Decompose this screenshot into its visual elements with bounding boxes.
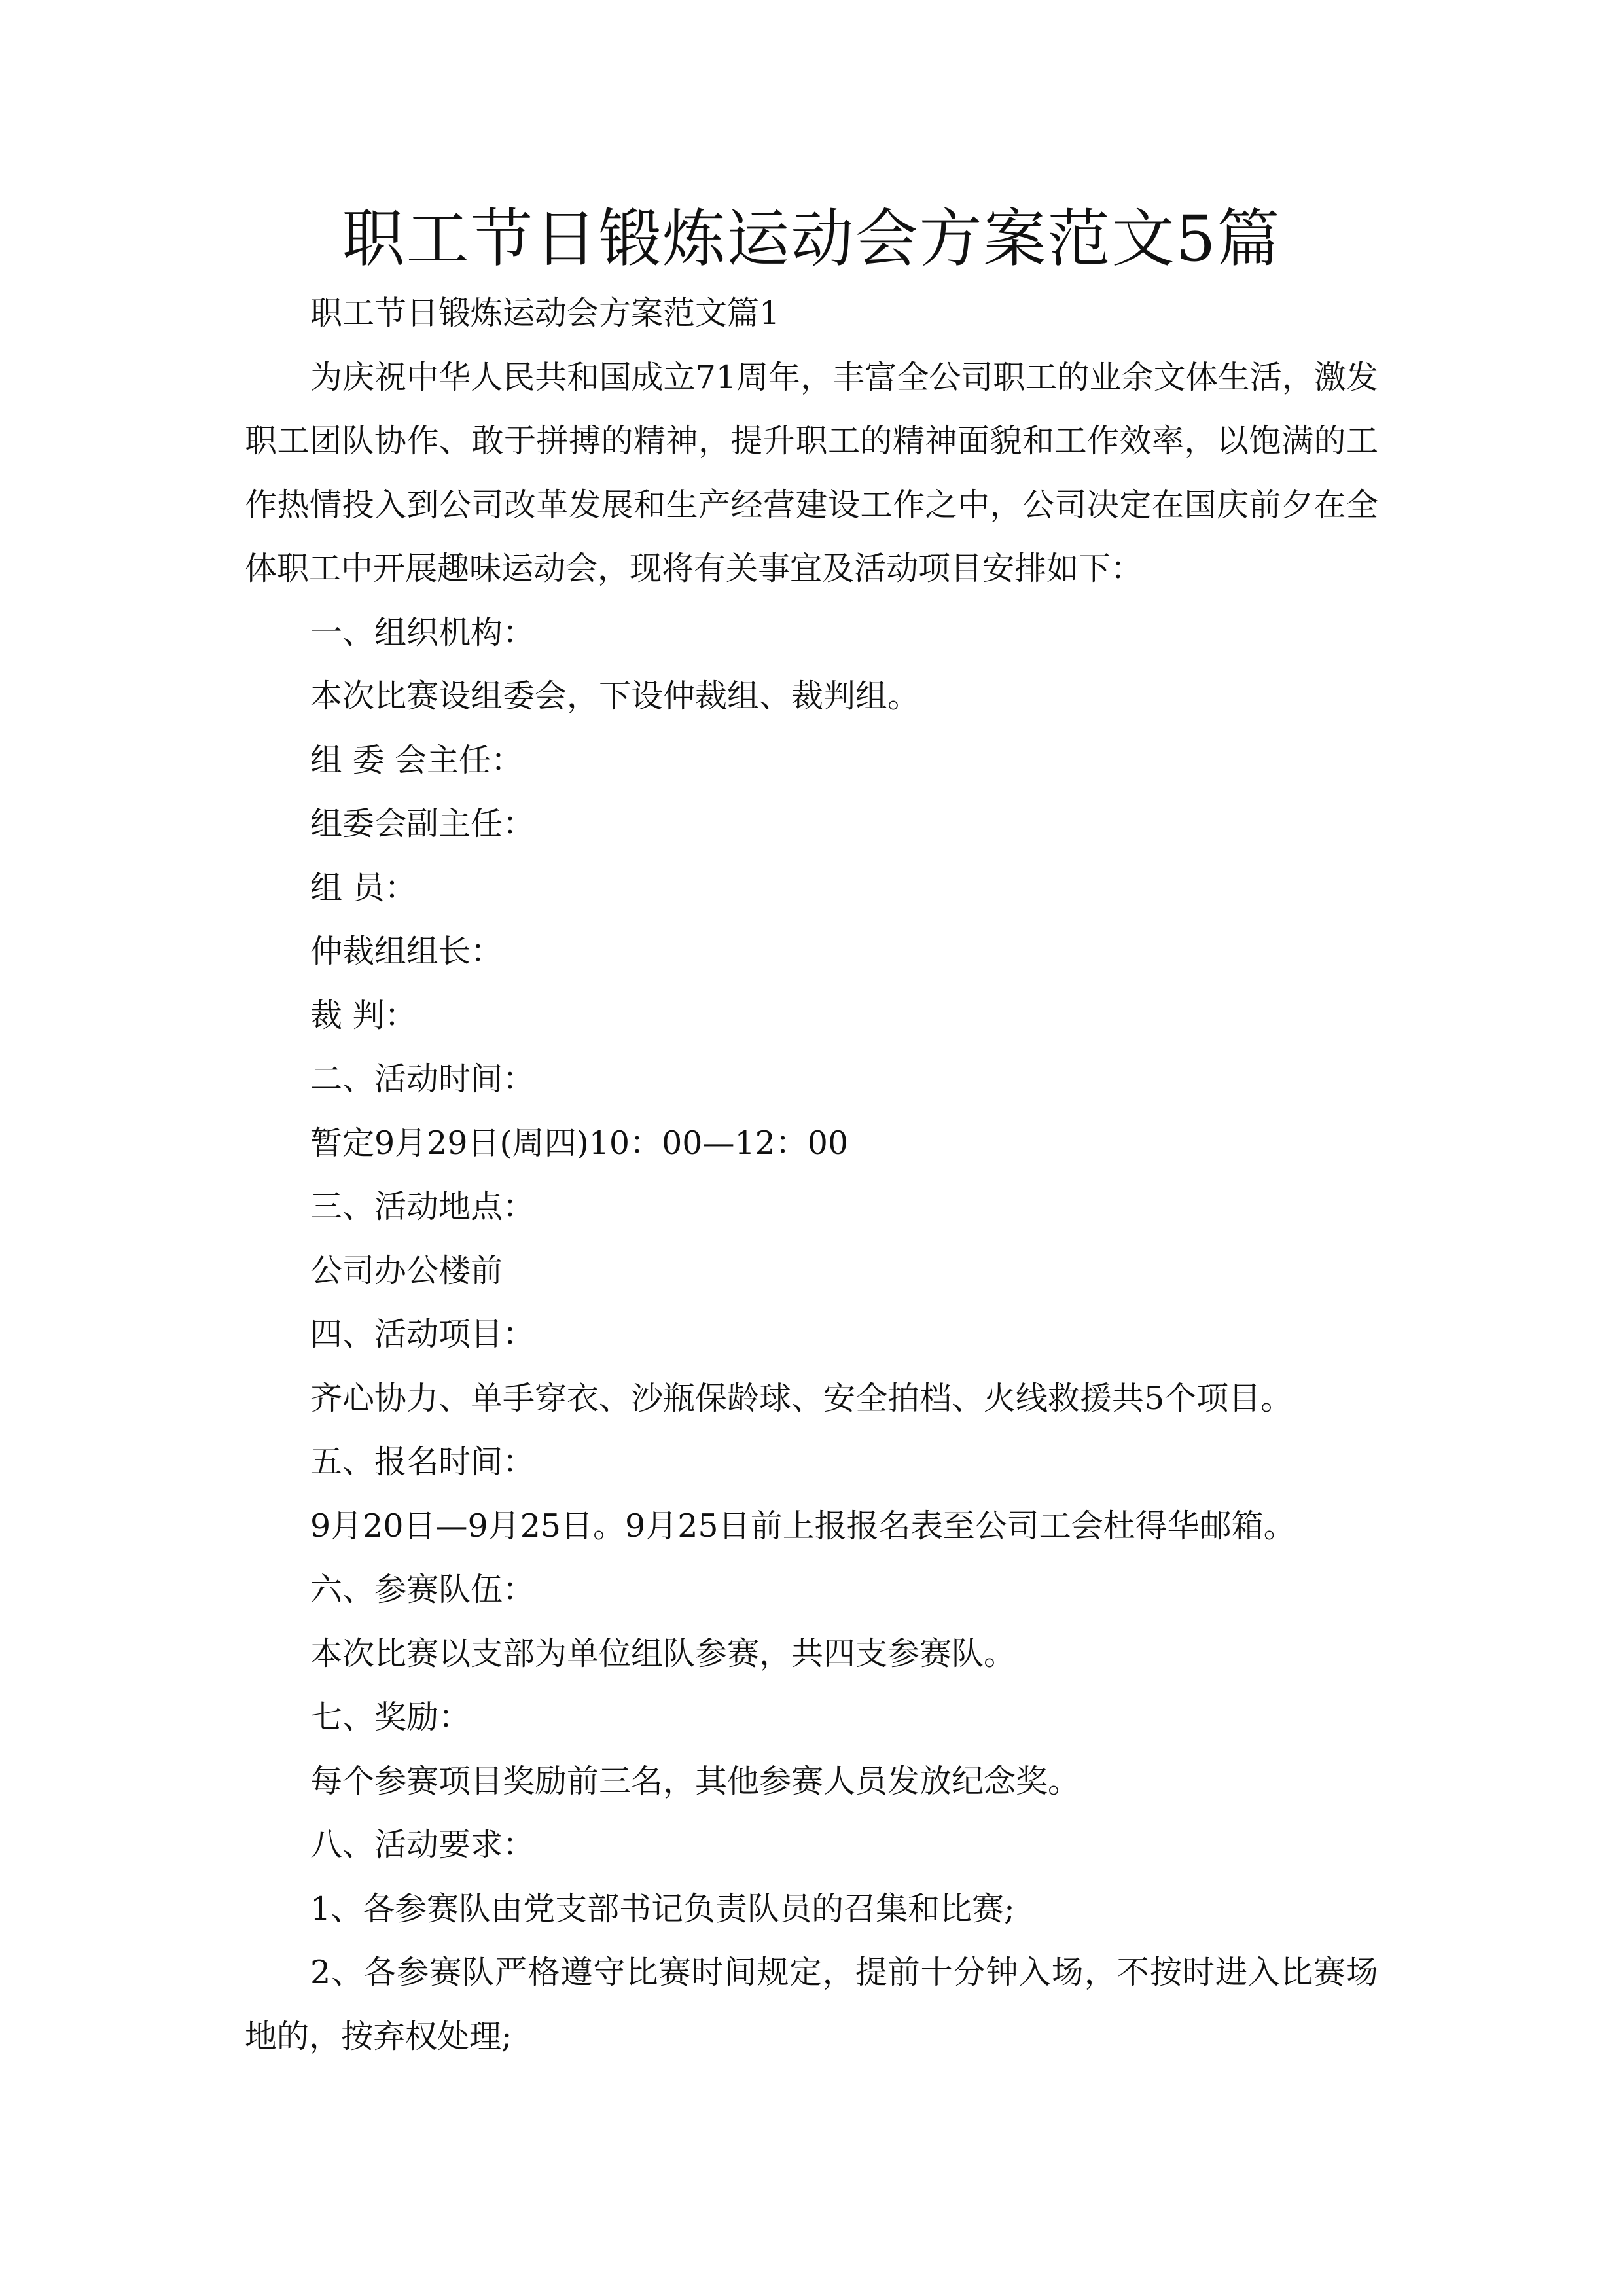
heading-time: 二、活动时间： <box>310 1060 535 1098</box>
heading-registration: 五、报名时间： <box>310 1443 535 1480</box>
document-body <box>245 281 1378 2068</box>
paragraph: 齐心协力、单手穿衣、沙瓶保龄球、安全拍档、火线救援共5个项目。 <box>310 1379 1293 1417</box>
paragraph: 2、各参赛队严格遵守比赛时间规定，提前十分钟入场，不按时进入比赛场地的，按弃权处理; <box>245 1954 1378 2055</box>
heading-requirements: 八、活动要求： <box>310 1826 535 1863</box>
paragraph: 本次比赛以支部为单位组队参赛，共四支参赛队。 <box>310 1634 1016 1672</box>
heading-organization: 一、组织机构： <box>310 613 535 651</box>
paragraph: 1、各参赛队由党支部书记负责队员的召集和比赛; <box>310 1890 1015 1928</box>
paragraph: 仲裁组组长： <box>310 933 503 970</box>
paragraph: 公司办公楼前 <box>310 1251 503 1289</box>
intro-paragraph: 为庆祝中华人民共和国成立71周年，丰富全公司职工的业余文体生活，激发职工团队协作、敢于拼搏的精神，提升职工的精神面貌和工作效率，以饱满的工作热情投入到公司改革发展和生产经营建设工作之中，公司决定在国庆前夕在全体职工中开展趣味运动会，现将有关事宜及活动项目安排如下： <box>245 358 1378 587</box>
paragraph: 每个参赛项目奖励前三名，其他参赛人员发放纪念奖。 <box>310 1762 1080 1800</box>
heading-teams: 六、参赛队伍： <box>310 1571 535 1608</box>
paragraph: 裁 判： <box>310 996 417 1034</box>
paragraph: 暂定9月29日(周四)10：00—12：00 <box>310 1124 849 1162</box>
document-title: 职工节日锻炼运动会方案范文5篇 <box>342 202 1281 276</box>
heading-awards: 七、奖励： <box>310 1698 471 1736</box>
section-heading: 职工节日锻炼运动会方案范文篇1 <box>310 295 780 332</box>
paragraph: 9月20日—9月25日。9月25日前上报报名表至公司工会杜得华邮箱。 <box>310 1507 1296 1545</box>
paragraph: 组委会副主任： <box>310 805 535 842</box>
paragraph: 组 员： <box>310 869 417 906</box>
heading-events: 四、活动项目： <box>310 1316 535 1353</box>
heading-location: 三、活动地点： <box>310 1188 535 1225</box>
paragraph: 本次比赛设组委会，下设仲裁组、裁判组。 <box>310 677 920 715</box>
paragraph: 组 委 会主任： <box>310 741 524 779</box>
